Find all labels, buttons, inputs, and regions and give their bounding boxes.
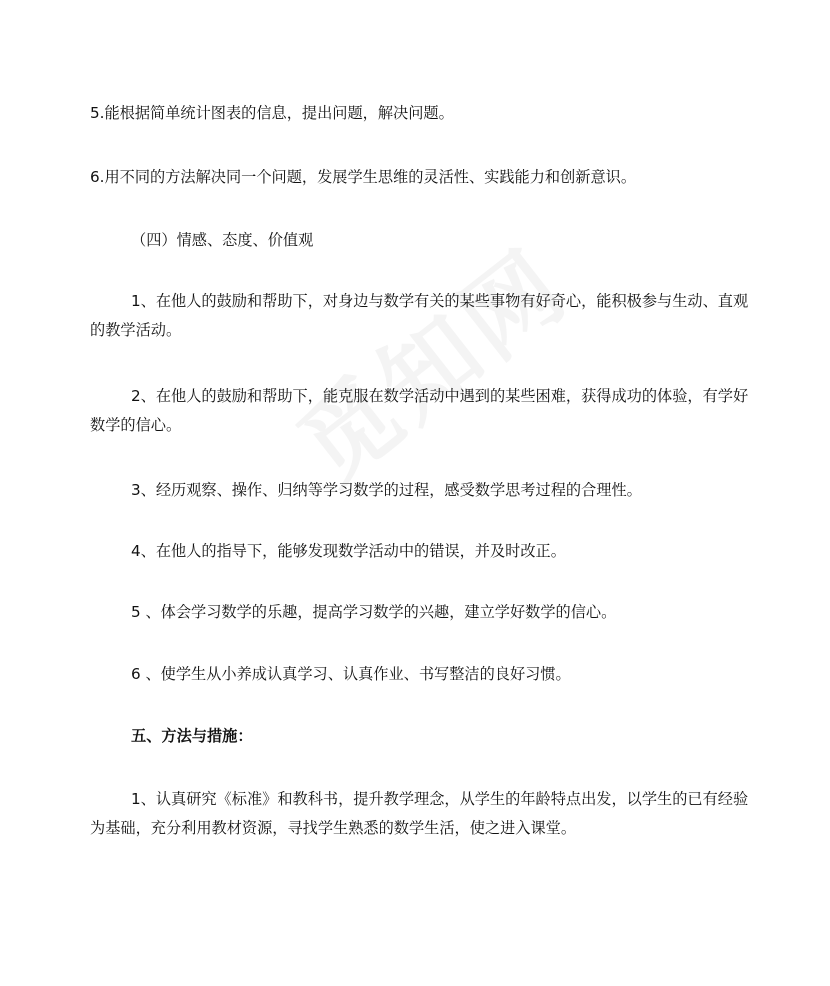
section-heading-methods: 五、方法与措施：: [131, 727, 253, 745]
paragraph-attitude-2: 2、在他人的鼓励和帮助下，能克服在数学活动中遇到的某些困难，获得成功的体验，有学好数学的信心。: [90, 387, 749, 434]
paragraph-attitude-5: 5 、体会学习数学的乐趣，提高学习数学的兴趣，建立学好数学的信心。: [131, 603, 617, 621]
paragraph-attitude-4: 4、在他人的指导下，能够发现数学活动中的错误，并及时改正。: [131, 542, 566, 560]
paragraph-stats-questions: 5.能根据简单统计图表的信息，提出问题，解决问题。: [90, 104, 454, 122]
paragraph-attitude-3: 3、经历观察、操作、归纳等学习数学的过程，感受数学思考过程的合理性。: [131, 481, 642, 499]
paragraph-attitude-6: 6 、使学生从小养成认真学习、认真作业、书写整洁的良好习惯。: [131, 665, 571, 683]
section-heading-emotion-attitude: （四）情感、态度、价值观: [131, 231, 314, 249]
paragraph-method-1: 1、认真研究《标准》和教科书，提升教学理念，从学生的年龄特点出发，以学生的已有经验为基础，充分利用教材资源，寻找学生熟悉的数学生活，使之进入课堂。: [90, 790, 749, 837]
paragraph-attitude-1: 1、在他人的鼓励和帮助下，对身边与数学有关的某些事物有好奇心，能积极参与生动、直观的教学活动。: [90, 292, 749, 339]
paragraph-different-methods: 6.用不同的方法解决同一个问题，发展学生思维的灵活性、实践能力和创新意识。: [90, 168, 637, 186]
